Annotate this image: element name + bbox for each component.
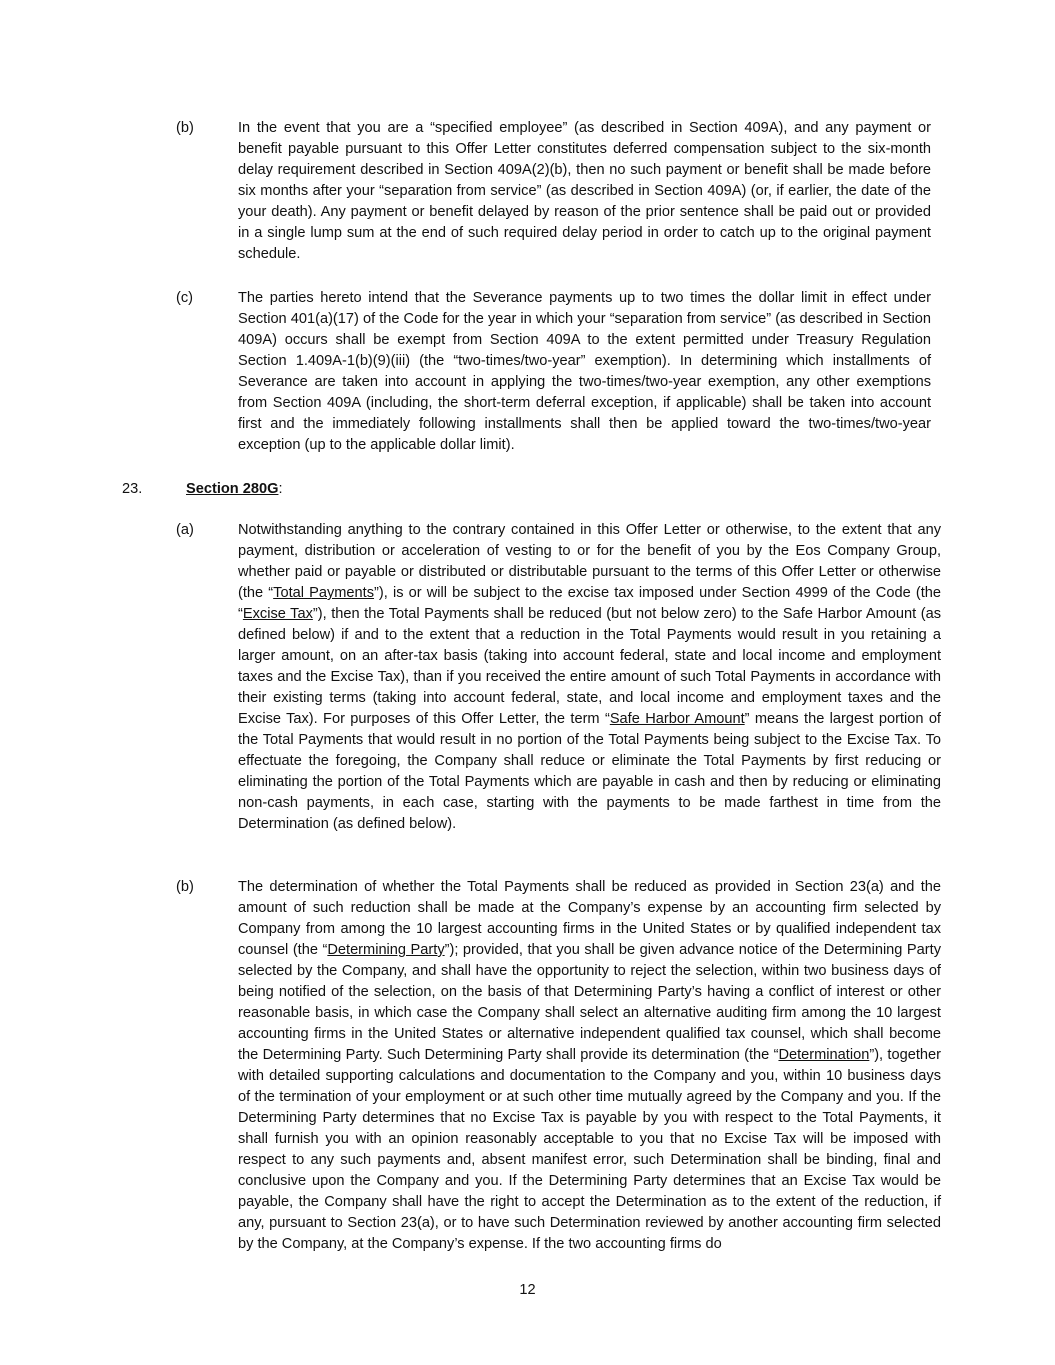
section-heading xyxy=(186,479,283,500)
section-23b-text xyxy=(238,877,941,1255)
text-run: ”), together with detailed supporting calculations and documentation to the Company and you, within 10 business days of the termination of your employment or at such other time mutually agreed by the Company and you. If the Determining Party determines that no Excise Tax is payable by you with respect to the Total Payments, it shall furnish you with an opinion reasonably acceptable to you that no Excise Tax will be imposed with respect to any such payments and, absent manifest error, such Determination shall be binding, final and conclusive upon the Company and you. If the Determining Party determines that an Excise Tax would be payable, the Company shall have the right to accept the Determination as to the extent of the reduction, if any, pursuant to Section 23(a), or to have such Determination reviewed by another accounting firm selected by the Company, at the Company’s expense. If the two accounting firms do xyxy=(238,1047,941,1252)
item-b-text: In the event that you are a “specified employee” (as described in Section 409A), and any payment or benefit payable pursuant to this Offer Letter constitutes deferred compensation subject to the six-month delay requirement described in Section 409A(2)(b), then no such payment or benefit shall be made before six months after your “separation from service” (as described in Section 409A) (or, if earlier, the date of the your death). Any payment or benefit delayed by reason of the prior sentence shall be paid out or provided in a single lump sum at the end of such required delay period in order to catch up to the original payment schedule. xyxy=(238,120,931,262)
section-23a-text xyxy=(238,520,941,835)
item-c-label: (c) xyxy=(176,290,194,306)
text-run: ”), then the Total Payments shall be reduced (but not below zero) to the Safe Harbor Amount (as defined below) if and to the extent that a reduction in the Total Payments would result in you retaining a larger amount, on an after-tax basis (taking into account federal, state and local income and employment taxes and the Excise Tax), than if you received the entire amount of such Total Payments in accordance with their existing terms (taking into account federal, state, and local income and employment taxes and the Excise Tax). For purposes of this Offer Letter, the term “ xyxy=(238,606,941,727)
text-run: ” means the largest portion of the Total Payments that would result in no portion of the Total Payments being subject to the Excise Tax. To effectuate the foregoing, the Company shall reduce or eliminate the Total Payments by first reducing or eliminating the portion of the Total Payments which are payable in cash and then by reducing or eliminating non-cash payments, in each case, starting with the payments to be made farthest in time from the Determination (as defined below). xyxy=(238,711,941,832)
defined-term-safe-harbor-amount: Safe Harbor Amount xyxy=(609,711,745,727)
section-title-colon: : xyxy=(278,481,283,497)
defined-term-total-payments: Total Payments xyxy=(273,585,375,601)
text-run: The determination of whether the Total Payments shall be reduced as provided in Section 23(a) and the amount of such reduction shall be made at the Company’s expense by an accounting firm selected by Company from among the 10 largest accounting firms in the United States or by qualified independent tax counsel (the “ xyxy=(238,879,941,958)
item-c-text: The parties hereto intend that the Severance payments up to two times the dollar limit in effect under Section 401(a)(17) of the Code for the year in which your “separation from service” (as described in Section 409A) occurs shall be exempt from Section 409A to the extent permitted under Treasury Regulation Section 1.409A-1(b)(9)(iii) (the “two-times/two-year” exemption). In determining which installments of Severance are taken into account in applying the two-times/two-year exemption, any other exemptions from Section 409A (including, the short-term deferral exception, if applicable) shall be taken into account first and the immediately following installments shall then be applied toward the two-times/two-year exception (up to the applicable dollar limit). xyxy=(238,290,931,453)
section-23a-label: (a) xyxy=(176,522,194,538)
section-23b-label: (b) xyxy=(176,879,194,895)
defined-term-determining-party: Determining Party xyxy=(327,942,445,958)
text-run: ”); provided, that you shall be given advance notice of the Determining Party selected by the Company, and shall have the opportunity to reject the selection, within two business days of being notified of the selection, on the basis of that Determining Party’s having a conflict of interest or other reasonable basis, in which case the Company shall select an alternative auditing firm among the 10 largest accounting firms in the United States or alternative independent qualified tax counsel, which shall become the Determining Party. Such Determining Party shall provide its determination (the “ xyxy=(238,942,941,1063)
defined-term-excise-tax: Excise Tax xyxy=(242,606,313,622)
text-run: ”), is or will be subject to the excise tax imposed under Section 4999 of the Code (the “ xyxy=(238,585,941,622)
page-number: 12 xyxy=(519,1282,536,1298)
section-number: 23. xyxy=(122,481,143,497)
item-b-label: (b) xyxy=(176,120,194,136)
text-run: Notwithstanding anything to the contrary contained in this Offer Letter or otherwise, to the extent that any payment, distribution or acceleration of vesting to or for the benefit of you by the Eos Company Group, whether paid or payable or distributed or distributable pursuant to the terms of this Offer Letter or otherwise (the “ xyxy=(238,522,941,601)
section-title: Section 280G xyxy=(186,481,279,497)
defined-term-determination: Determination xyxy=(778,1047,870,1063)
